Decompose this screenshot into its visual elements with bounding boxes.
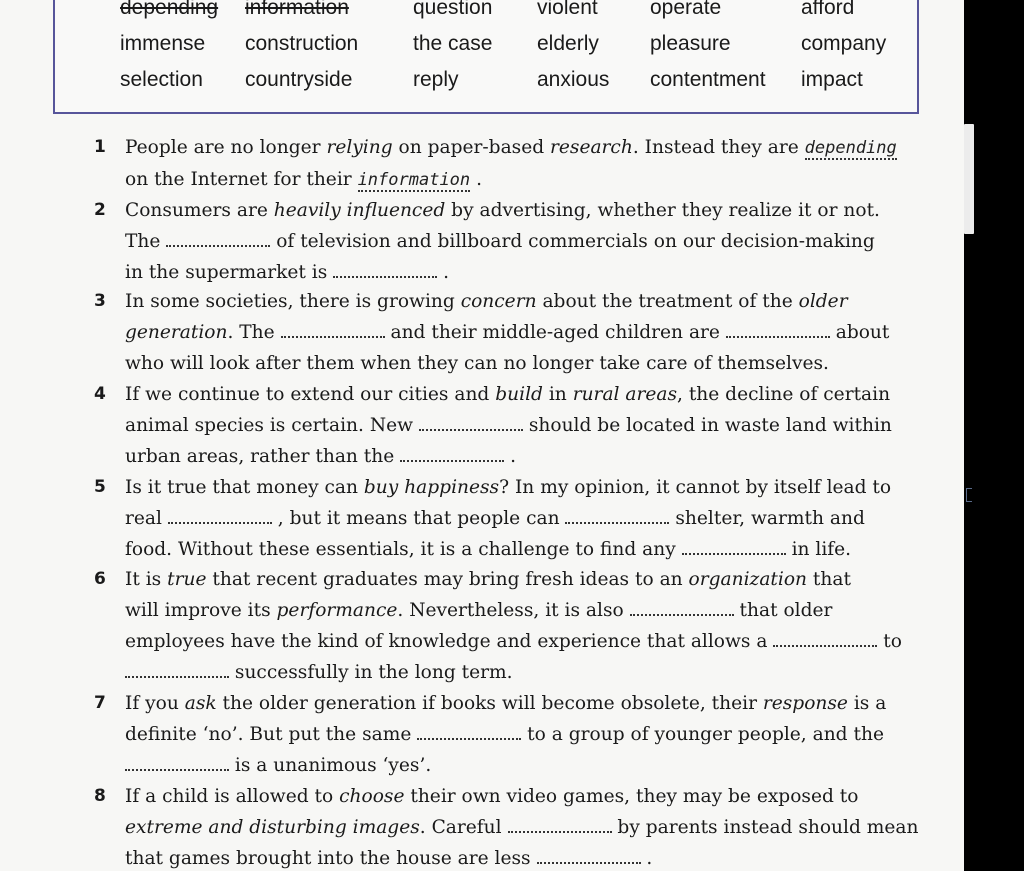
word-box-word: operate (650, 0, 722, 19)
italic-text: research (550, 137, 633, 158)
word-box-word: afford (801, 0, 855, 19)
handwritten-answer: information (357, 170, 471, 190)
exercise-item (94, 781, 924, 871)
answer-blank (168, 508, 272, 524)
word-box-word: impact (801, 68, 863, 91)
answer-blank (125, 755, 229, 771)
word-box-row (55, 68, 917, 100)
word-box-word: question (413, 0, 493, 19)
item-text: In some societies, there is growing concern about the treatment of the older generation. The and their middle-aged children are about who will look after them when they can no longer take care of themselves. (125, 291, 890, 374)
answer-blank (508, 817, 612, 833)
word-box-word: company (801, 32, 887, 55)
word-box-word: pleasure (650, 32, 731, 55)
answer-blank (565, 508, 669, 524)
handwritten-answer: depending (804, 138, 897, 158)
italic-text: older (798, 291, 848, 312)
italic-text: performance (276, 600, 398, 621)
word-box-word: selection (120, 68, 203, 91)
word-box-word: anxious (537, 68, 610, 91)
item-number: 1 (94, 137, 106, 157)
item-number: 5 (94, 477, 106, 497)
answer-blank (400, 446, 504, 462)
italic-text: concern (460, 291, 537, 312)
word-box-word: information (245, 0, 349, 19)
italic-text: organization (688, 569, 808, 590)
item-text: It is true that recent graduates may bring fresh ideas to an organization that will improve its performance. Nevertheless, it is also that older employees have the kind of knowledge and experience that allows a to successfully in the long term. (125, 569, 902, 683)
answer-blank (333, 262, 437, 278)
answer-blank (726, 322, 830, 338)
word-box-word: depending (120, 0, 219, 19)
answer-blank (630, 600, 734, 616)
answer-blank (419, 415, 523, 431)
answer-blank (682, 539, 786, 555)
item-number: 7 (94, 693, 106, 713)
item-text: Consumers are heavily influenced by advertising, whether they realize it or not. The of television and billboard commercials on our decision-making in the supermarket is . (125, 200, 880, 283)
answer-blank (281, 322, 385, 338)
exercise-item (94, 195, 924, 288)
item-number: 2 (94, 200, 106, 220)
italic-text: ask (184, 693, 217, 714)
italic-text: extreme and disturbing images (125, 817, 420, 838)
exercise-item (94, 688, 924, 781)
item-number: 3 (94, 291, 106, 311)
exercise-item (94, 472, 924, 565)
italic-text: rural areas (572, 384, 677, 405)
word-box-row (55, 32, 917, 64)
word-box-word: immense (120, 32, 206, 55)
word-box-word: the case (413, 32, 493, 55)
item-text: If you ask the older generation if books will become obsolete, their response is a definite ‘no’. But put the same to a group of younger people, and the is a unanimous ‘yes’. (125, 693, 887, 776)
item-text: If a child is allowed to choose their own video games, they may be exposed to extreme and disturbing images. Careful by parents instead should mean that games brought into the house are less . (125, 786, 919, 869)
scrollbar-thumb[interactable] (964, 124, 974, 234)
item-text: If we continue to extend our cities and build in rural areas, the decline of certain animal species is certain. New should be located in waste land within urban areas, rather than the . (125, 384, 892, 467)
exercise-item (94, 564, 924, 688)
italic-text: relying (326, 137, 393, 158)
word-box-word: violent (537, 0, 598, 19)
italic-text: true (167, 569, 207, 590)
answer-blank (417, 724, 521, 740)
exercise-item (94, 286, 924, 379)
italic-text: buy happiness (363, 477, 500, 498)
word-box-word: contentment (650, 68, 766, 91)
item-text: People are no longer relying on paper-based research. Instead they are depending on the Internet for their information . (125, 137, 897, 190)
word-box-word: elderly (537, 32, 599, 55)
item-number: 6 (94, 569, 106, 589)
italic-text: response (762, 693, 848, 714)
exercise-item (94, 132, 924, 196)
word-box-word: countryside (245, 68, 353, 91)
exercise-item (94, 379, 924, 472)
answer-blank (773, 631, 877, 647)
italic-text: heavily influenced (273, 200, 446, 221)
bracket-icon (966, 488, 972, 502)
word-box (53, 0, 919, 114)
italic-text: build (495, 384, 543, 405)
word-box-row (55, 0, 917, 28)
italic-text: generation (125, 322, 228, 343)
item-number: 8 (94, 786, 106, 806)
word-box-word: construction (245, 32, 359, 55)
italic-text: choose (339, 786, 405, 807)
item-number: 4 (94, 384, 106, 404)
item-text: Is it true that money can buy happiness? In my opinion, it cannot by itself lead to real , but it means that people can shelter, warmth and food. Without these essentials, it is a challenge to find any in life. (125, 477, 892, 560)
answer-blank (537, 848, 641, 864)
answer-blank (125, 662, 229, 678)
word-box-word: reply (413, 68, 459, 91)
answer-blank (166, 231, 270, 247)
